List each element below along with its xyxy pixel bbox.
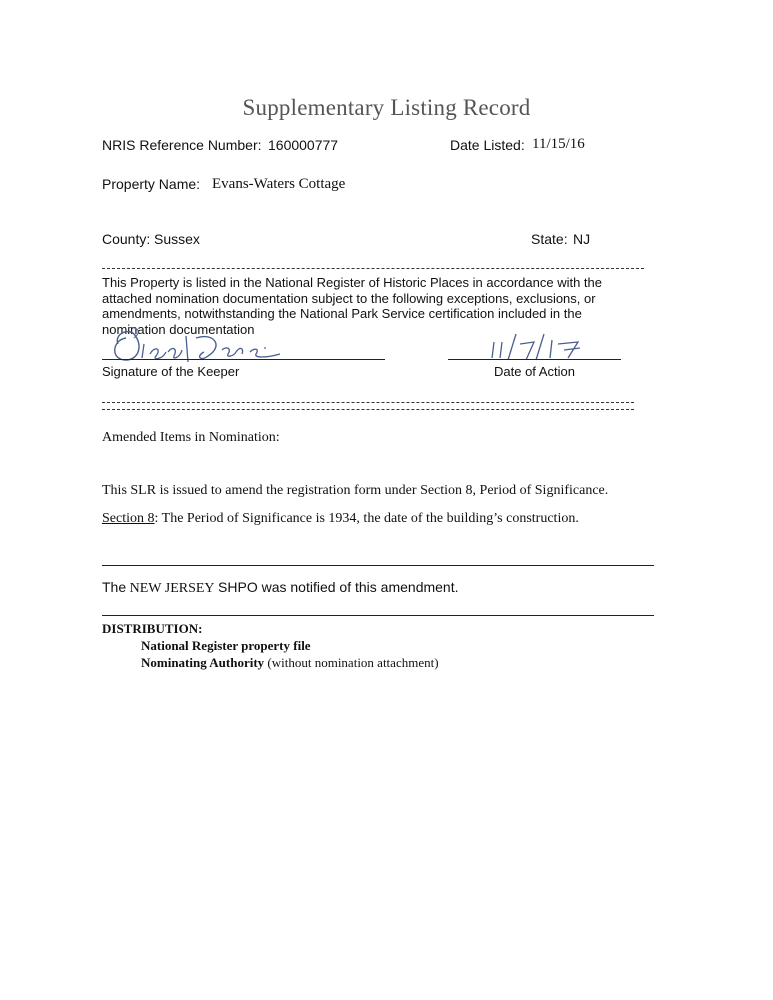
keeper-signature — [104, 326, 294, 366]
property-name-value: Evans-Waters Cottage — [212, 176, 346, 192]
distribution-item: National Register property file — [141, 638, 311, 653]
distribution-item — [141, 655, 439, 671]
county-label: County: — [102, 231, 151, 247]
nris-label: NRIS Reference Number: — [102, 137, 262, 153]
signature-line — [102, 359, 385, 360]
section-divider — [102, 565, 654, 566]
certification-text: This Property is listed in the National Register of Historic Places in accordance with the attached nomination documentation subject to the following exceptions, exclusions, or amendments, notwithstanding the National Park Service certification included in the nomination documentation — [102, 275, 602, 337]
shpo-state: NEW JERSEY — [129, 581, 215, 596]
slr-statement: This SLR is issued to amend the registration form under Section 8, Period of Significance. — [102, 483, 609, 498]
page-title: Supplementary Listing Record — [242, 95, 531, 120]
date-of-action-line — [448, 359, 621, 360]
date-of-action-label: Date of Action — [494, 364, 575, 379]
shpo-notice — [102, 579, 459, 597]
county-value: Sussex — [154, 231, 200, 247]
dashed-divider — [102, 268, 644, 269]
distribution-heading: DISTRIBUTION: — [102, 621, 203, 636]
amended-items-heading: Amended Items in Nomination: — [102, 430, 280, 445]
distribution-divider — [102, 615, 654, 616]
shpo-prefix: The — [102, 579, 127, 595]
distribution-item-rest: (without nomination attachment) — [267, 655, 439, 670]
date-listed-value: 11/15/16 — [532, 136, 585, 152]
section-text: : The Period of Significance is 1934, the date of the building’s construction. — [154, 511, 579, 526]
date-listed-label: Date Listed: — [450, 137, 525, 153]
section-label: Section 8 — [102, 511, 155, 526]
nris-value: 160000777 — [268, 137, 339, 153]
date-of-action-handwritten — [480, 330, 590, 362]
state-value: NJ — [573, 231, 591, 247]
property-name-label: Property Name: — [102, 176, 201, 192]
distribution-item-bold: Nominating Authority — [141, 655, 265, 670]
signature-label: Signature of the Keeper — [102, 364, 240, 379]
shpo-suffix: SHPO was notified of this amendment. — [218, 579, 459, 595]
state-label: State: — [531, 231, 568, 247]
double-dashed-divider — [102, 402, 634, 410]
section-8-line — [102, 511, 579, 527]
